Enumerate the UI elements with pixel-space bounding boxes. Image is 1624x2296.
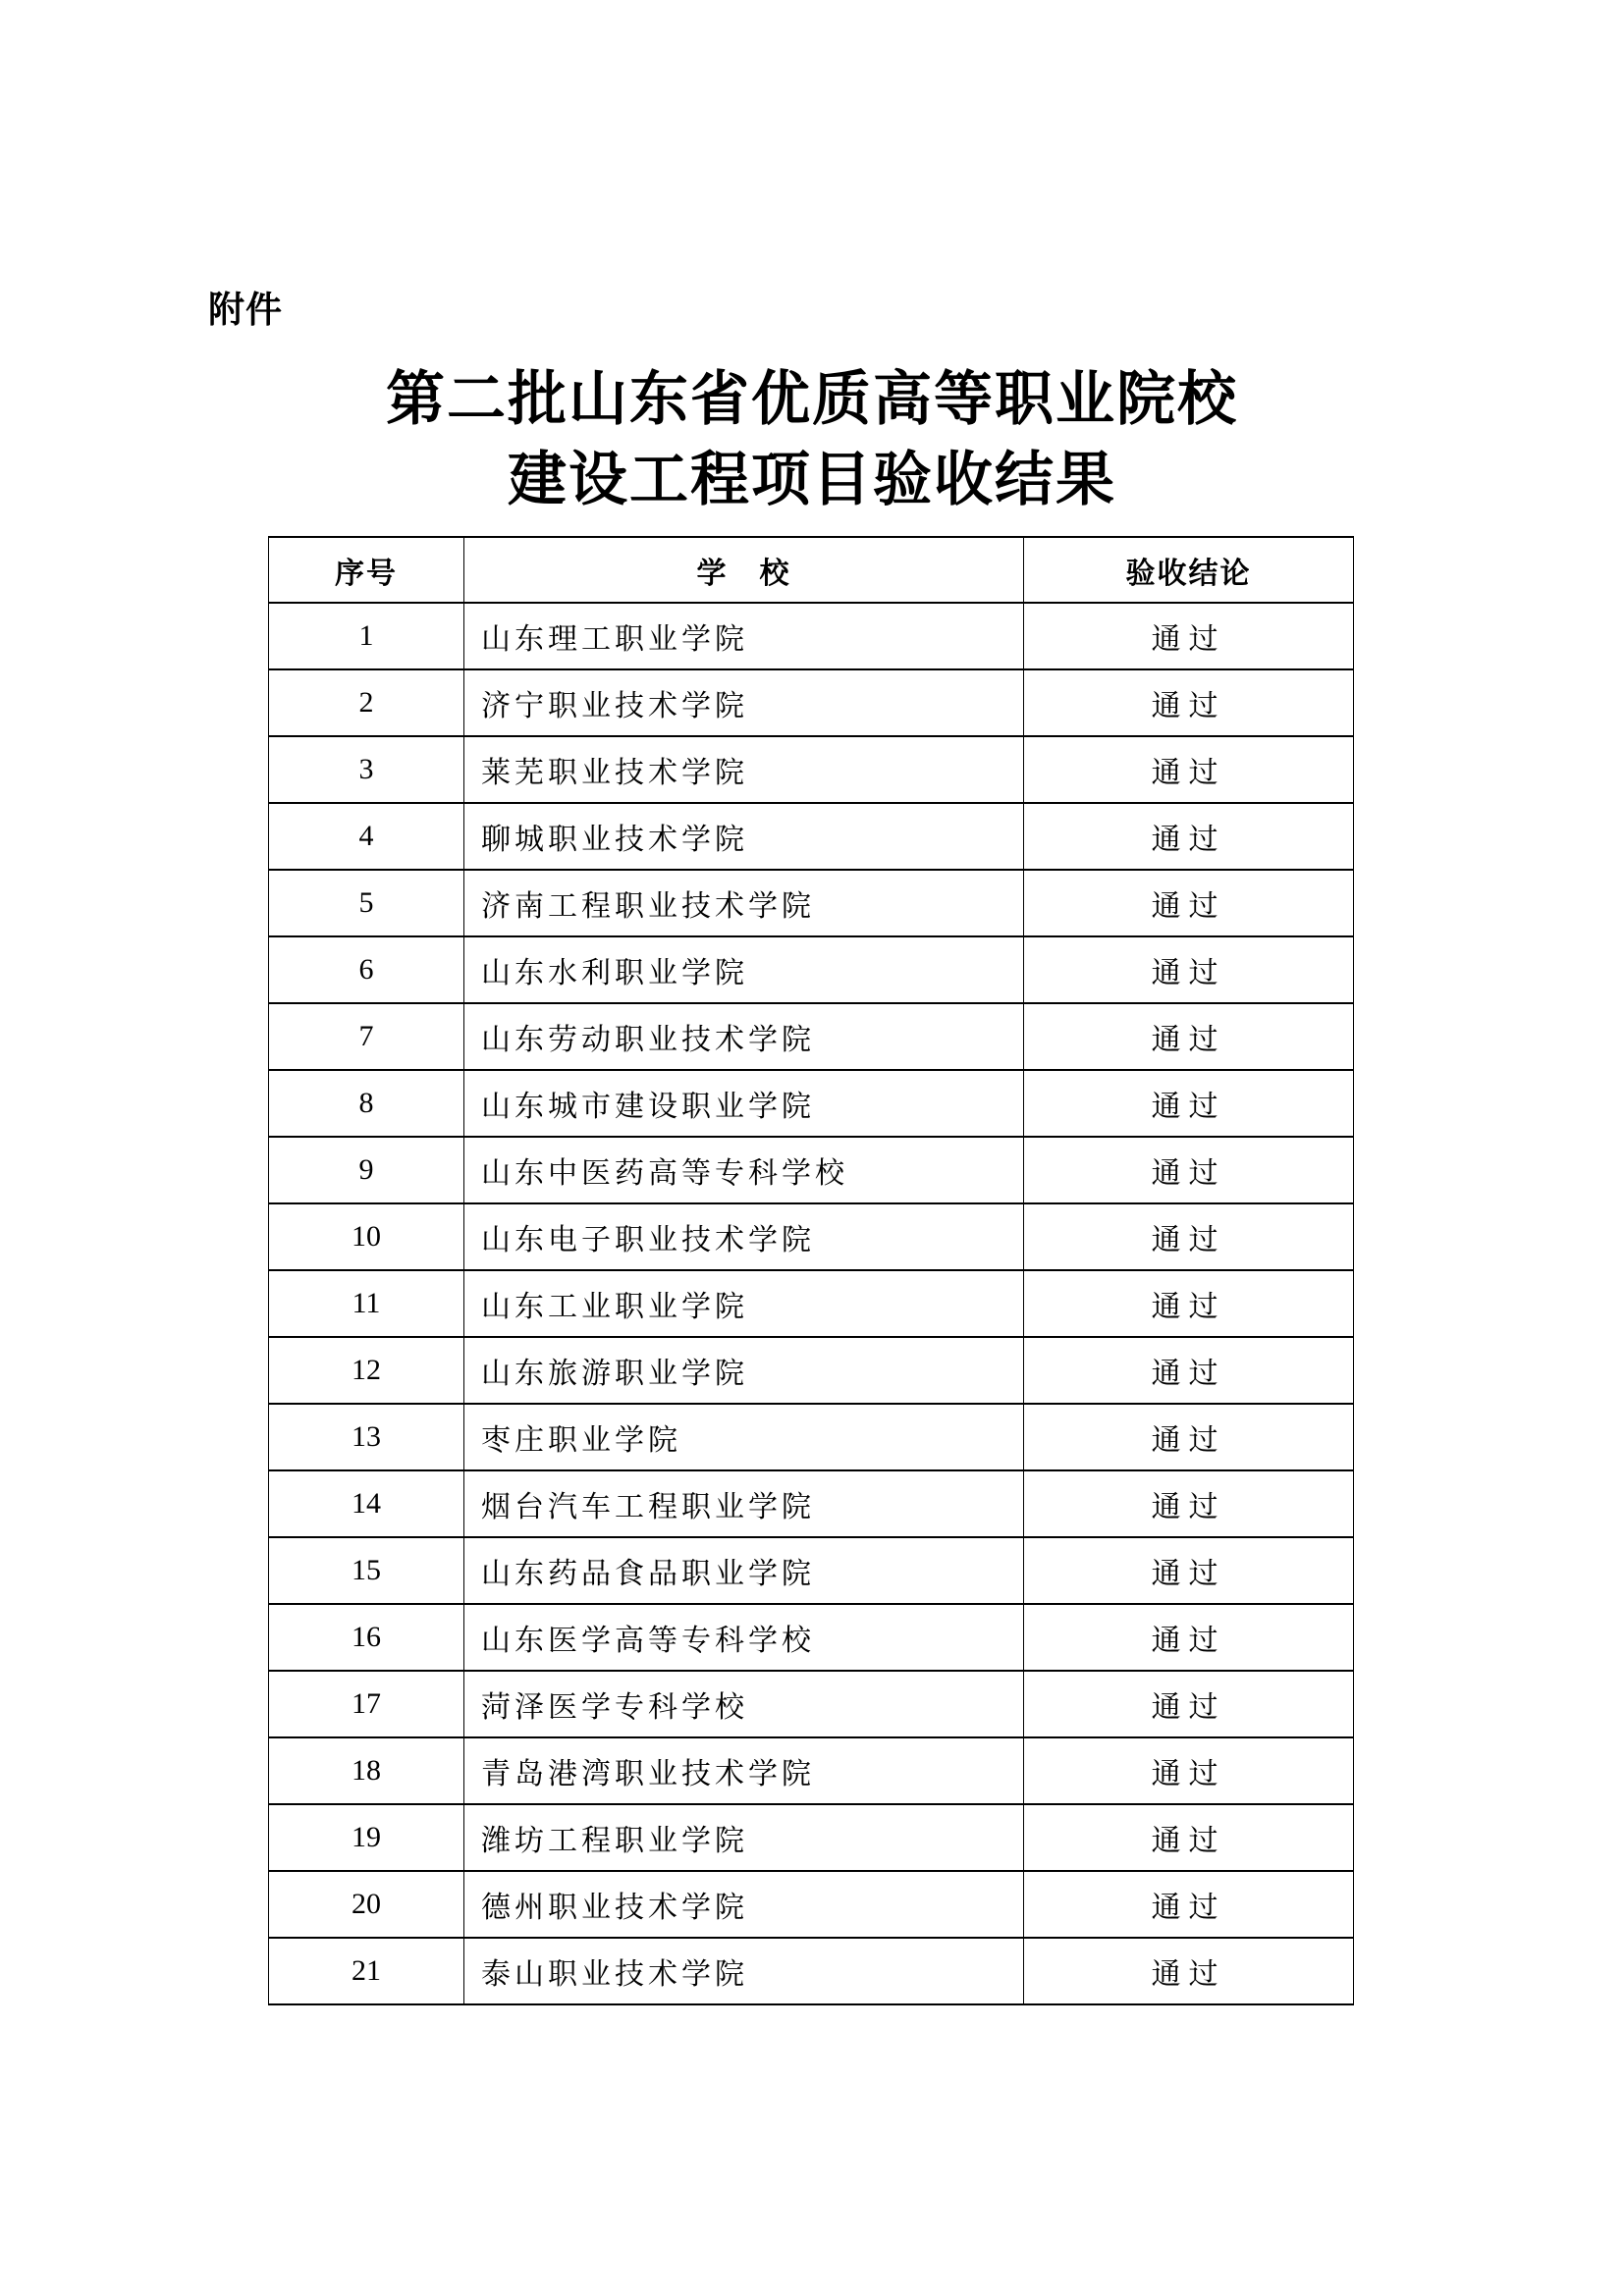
acceptance-result: 通过: [1024, 1604, 1354, 1671]
column-header-index: 序号: [269, 537, 464, 603]
school-name: 聊城职业技术学院: [464, 803, 1024, 870]
table-row: [269, 1337, 1354, 1404]
table-row: [269, 1270, 1354, 1337]
table-row: [269, 1137, 1354, 1203]
acceptance-result: 通过: [1024, 1671, 1354, 1737]
table-row: [269, 1671, 1354, 1737]
table-row: [269, 669, 1354, 736]
school-name: 山东药品食品职业学院: [464, 1537, 1024, 1604]
table-row: [269, 1871, 1354, 1938]
school-name: 莱芜职业技术学院: [464, 736, 1024, 803]
school-name: 烟台汽车工程职业学院: [464, 1470, 1024, 1537]
school-name: 山东水利职业学院: [464, 936, 1024, 1003]
school-name: 山东理工职业学院: [464, 603, 1024, 669]
table-row: [269, 1938, 1354, 2004]
row-index: 6: [269, 936, 464, 1003]
attachment-label: 附件: [208, 290, 283, 330]
row-index: 7: [269, 1003, 464, 1070]
table-row: [269, 1804, 1354, 1871]
table-row: [269, 803, 1354, 870]
school-name: 山东中医药高等专科学校: [464, 1137, 1024, 1203]
acceptance-result: 通过: [1024, 1070, 1354, 1137]
table-row: [269, 736, 1354, 803]
acceptance-result: 通过: [1024, 1537, 1354, 1604]
document-title-line1: 第二批山东省优质高等职业院校: [386, 366, 1238, 432]
acceptance-result: 通过: [1024, 669, 1354, 736]
acceptance-result: 通过: [1024, 1203, 1354, 1270]
acceptance-result: 通过: [1024, 803, 1354, 870]
acceptance-result: 通过: [1024, 1404, 1354, 1470]
row-index: 21: [269, 1938, 464, 2004]
school-name: 山东医学高等专科学校: [464, 1604, 1024, 1671]
acceptance-result: 通过: [1024, 1470, 1354, 1537]
table-row: [269, 1070, 1354, 1137]
school-name: 青岛港湾职业技术学院: [464, 1737, 1024, 1804]
acceptance-result: 通过: [1024, 870, 1354, 936]
acceptance-result: 通过: [1024, 1137, 1354, 1203]
school-name: 潍坊工程职业学院: [464, 1804, 1024, 1871]
row-index: 17: [269, 1671, 464, 1737]
row-index: 3: [269, 736, 464, 803]
acceptance-result: 通过: [1024, 1337, 1354, 1404]
document-title: [0, 359, 1624, 520]
table-row: [269, 1604, 1354, 1671]
school-name: 济宁职业技术学院: [464, 669, 1024, 736]
column-header-conclusion: 验收结论: [1024, 537, 1354, 603]
school-name: 枣庄职业学院: [464, 1404, 1024, 1470]
acceptance-result: 通过: [1024, 1871, 1354, 1938]
row-index: 1: [269, 603, 464, 669]
row-index: 2: [269, 669, 464, 736]
school-name: 山东电子职业技术学院: [464, 1203, 1024, 1270]
row-index: 19: [269, 1804, 464, 1871]
school-name: 济南工程职业技术学院: [464, 870, 1024, 936]
acceptance-result: 通过: [1024, 1938, 1354, 2004]
acceptance-result: 通过: [1024, 936, 1354, 1003]
row-index: 5: [269, 870, 464, 936]
row-index: 14: [269, 1470, 464, 1537]
acceptance-result: 通过: [1024, 603, 1354, 669]
table-header: [269, 537, 1354, 603]
acceptance-result: 通过: [1024, 736, 1354, 803]
row-index: 11: [269, 1270, 464, 1337]
row-index: 15: [269, 1537, 464, 1604]
row-index: 16: [269, 1604, 464, 1671]
row-index: 4: [269, 803, 464, 870]
row-index: 18: [269, 1737, 464, 1804]
school-name: 山东城市建设职业学院: [464, 1070, 1024, 1137]
acceptance-result: 通过: [1024, 1737, 1354, 1804]
table-row: [269, 1203, 1354, 1270]
acceptance-result: 通过: [1024, 1003, 1354, 1070]
table-header-row: [269, 537, 1354, 603]
table-row: [269, 1537, 1354, 1604]
row-index: 9: [269, 1137, 464, 1203]
school-name: 德州职业技术学院: [464, 1871, 1024, 1938]
acceptance-result: 通过: [1024, 1804, 1354, 1871]
school-name: 山东旅游职业学院: [464, 1337, 1024, 1404]
table-row: [269, 1003, 1354, 1070]
school-name: 山东工业职业学院: [464, 1270, 1024, 1337]
table-row: [269, 603, 1354, 669]
table-row: [269, 870, 1354, 936]
school-name: 菏泽医学专科学校: [464, 1671, 1024, 1737]
table-body: [269, 603, 1354, 2004]
row-index: 12: [269, 1337, 464, 1404]
row-index: 10: [269, 1203, 464, 1270]
row-index: 20: [269, 1871, 464, 1938]
table-row: [269, 1404, 1354, 1470]
row-index: 8: [269, 1070, 464, 1137]
column-header-school: 学 校: [464, 537, 1024, 603]
table-row: [269, 936, 1354, 1003]
document-title-line2: 建设工程项目验收结果: [508, 447, 1116, 512]
table-row: [269, 1470, 1354, 1537]
table-row: [269, 1737, 1354, 1804]
row-index: 13: [269, 1404, 464, 1470]
school-name: 泰山职业技术学院: [464, 1938, 1024, 2004]
acceptance-result: 通过: [1024, 1270, 1354, 1337]
school-name: 山东劳动职业技术学院: [464, 1003, 1024, 1070]
results-table: [268, 536, 1354, 2005]
